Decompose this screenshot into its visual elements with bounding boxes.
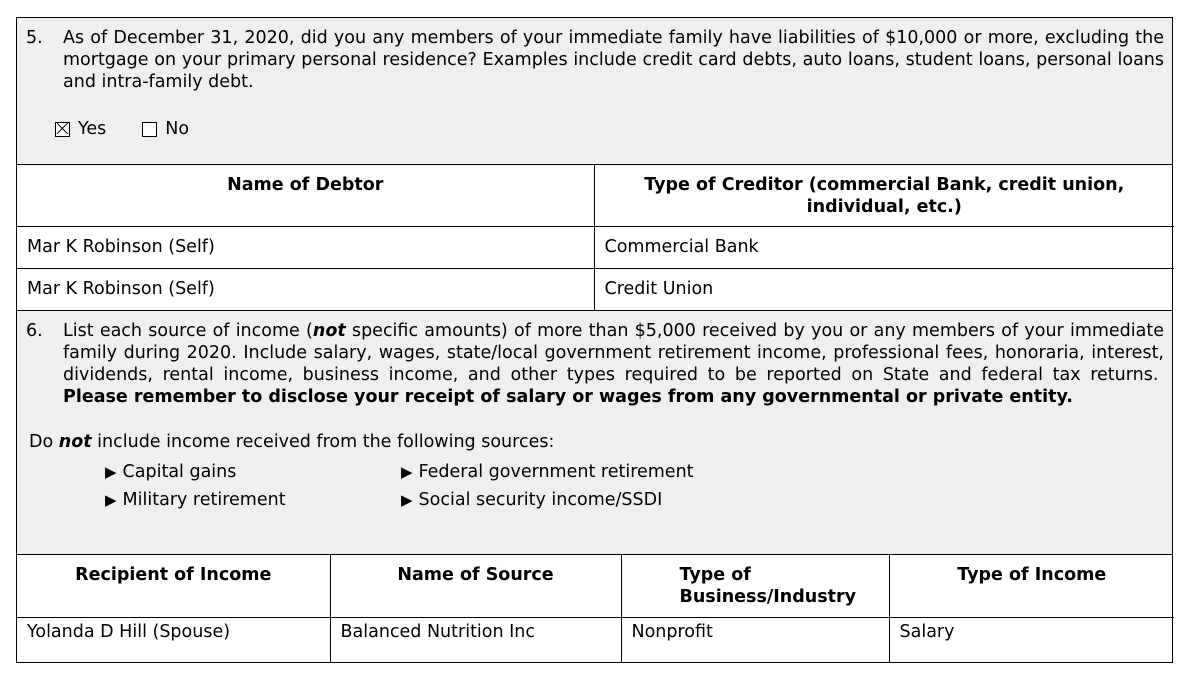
question-6-not: not [312, 321, 346, 341]
question-5-block [17, 18, 1172, 165]
list-item [105, 490, 401, 510]
list-item [105, 462, 401, 482]
question-6-text [17, 311, 1172, 408]
source-cell: Balanced Nutrition Inc [330, 617, 621, 662]
exclusion-intro [17, 408, 1172, 452]
question-5-text [17, 18, 1172, 93]
exclusion-not: not [58, 432, 92, 452]
business-type-cell: Nonprofit [621, 617, 889, 662]
triangle-bullet-icon: ▶ [105, 491, 117, 509]
list-item-label: Military retirement [122, 490, 286, 510]
income-table [17, 555, 1174, 662]
option-yes[interactable] [55, 119, 106, 139]
liabilities-table [17, 165, 1174, 310]
table-row [17, 226, 1174, 268]
option-no-label: No [165, 119, 190, 139]
triangle-bullet-icon: ▶ [401, 463, 413, 481]
triangle-bullet-icon: ▶ [401, 491, 413, 509]
list-item-label: Federal government retirement [418, 462, 694, 482]
checkbox-checked-icon[interactable] [55, 122, 70, 137]
checkbox-empty-icon[interactable] [142, 122, 157, 137]
question-6-body-a: List each source of income ( [63, 321, 313, 341]
creditor-cell: Commercial Bank [594, 226, 1174, 268]
debtor-cell: Mar K Robinson (Self) [17, 268, 594, 310]
header-name-of-debtor: Name of Debtor [17, 165, 594, 226]
table-header-row [17, 555, 1174, 617]
list-item-label: Capital gains [122, 462, 237, 482]
header-recipient: Recipient of Income [17, 555, 330, 617]
disclosure-form [16, 17, 1173, 663]
exclusion-intro-b: include income received from the following sources: [91, 432, 555, 452]
header-business-type: Type of Business/Industry [621, 555, 889, 617]
income-type-cell: Salary [889, 617, 1174, 662]
recipient-cell: Yolanda D Hill (Spouse) [17, 617, 330, 662]
debtor-cell: Mar K Robinson (Self) [17, 226, 594, 268]
table-row [17, 268, 1174, 310]
creditor-cell: Credit Union [594, 268, 1174, 310]
header-source: Name of Source [330, 555, 621, 617]
triangle-bullet-icon: ▶ [105, 463, 117, 481]
question-6-bold-note: Please remember to disclose your receipt of salary or wages from any governmental or private entity. [63, 387, 1073, 407]
table-header-row [17, 165, 1174, 226]
list-item [401, 490, 801, 510]
exclusion-list [17, 452, 1172, 510]
question-5-options [17, 93, 1172, 139]
list-item [401, 462, 801, 482]
question-5-body: As of December 31, 2020, did you any members of your immediate family have liabilities of $10,000 or more, excluding the mortgage on your primary personal residence? Examples include credit card debts, auto loans, student loans, personal loans and intra-family debt. [63, 28, 1164, 92]
header-type-of-creditor: Type of Creditor (commercial Bank, credit union, individual, etc.) [594, 165, 1174, 226]
question-6-number: 6. [26, 321, 43, 341]
option-no[interactable] [142, 119, 189, 139]
option-yes-label: Yes [78, 119, 107, 139]
table-row [17, 617, 1174, 662]
list-item-label: Social security income/SSDI [418, 490, 663, 510]
header-income-type: Type of Income [889, 555, 1174, 617]
question-6-block [17, 310, 1172, 555]
question-5-number: 5. [26, 28, 43, 48]
question-6-body-b: specific amounts) of more than $5,000 received by you or any members of your immediate family during 2020. Include salary, wages, state/local government retirement income, professional fees, honoraria, interest, dividends, rental income, business income, and other types required to be reported on State and federal tax returns. [63, 321, 1165, 385]
exclusion-intro-a: Do [29, 432, 59, 452]
